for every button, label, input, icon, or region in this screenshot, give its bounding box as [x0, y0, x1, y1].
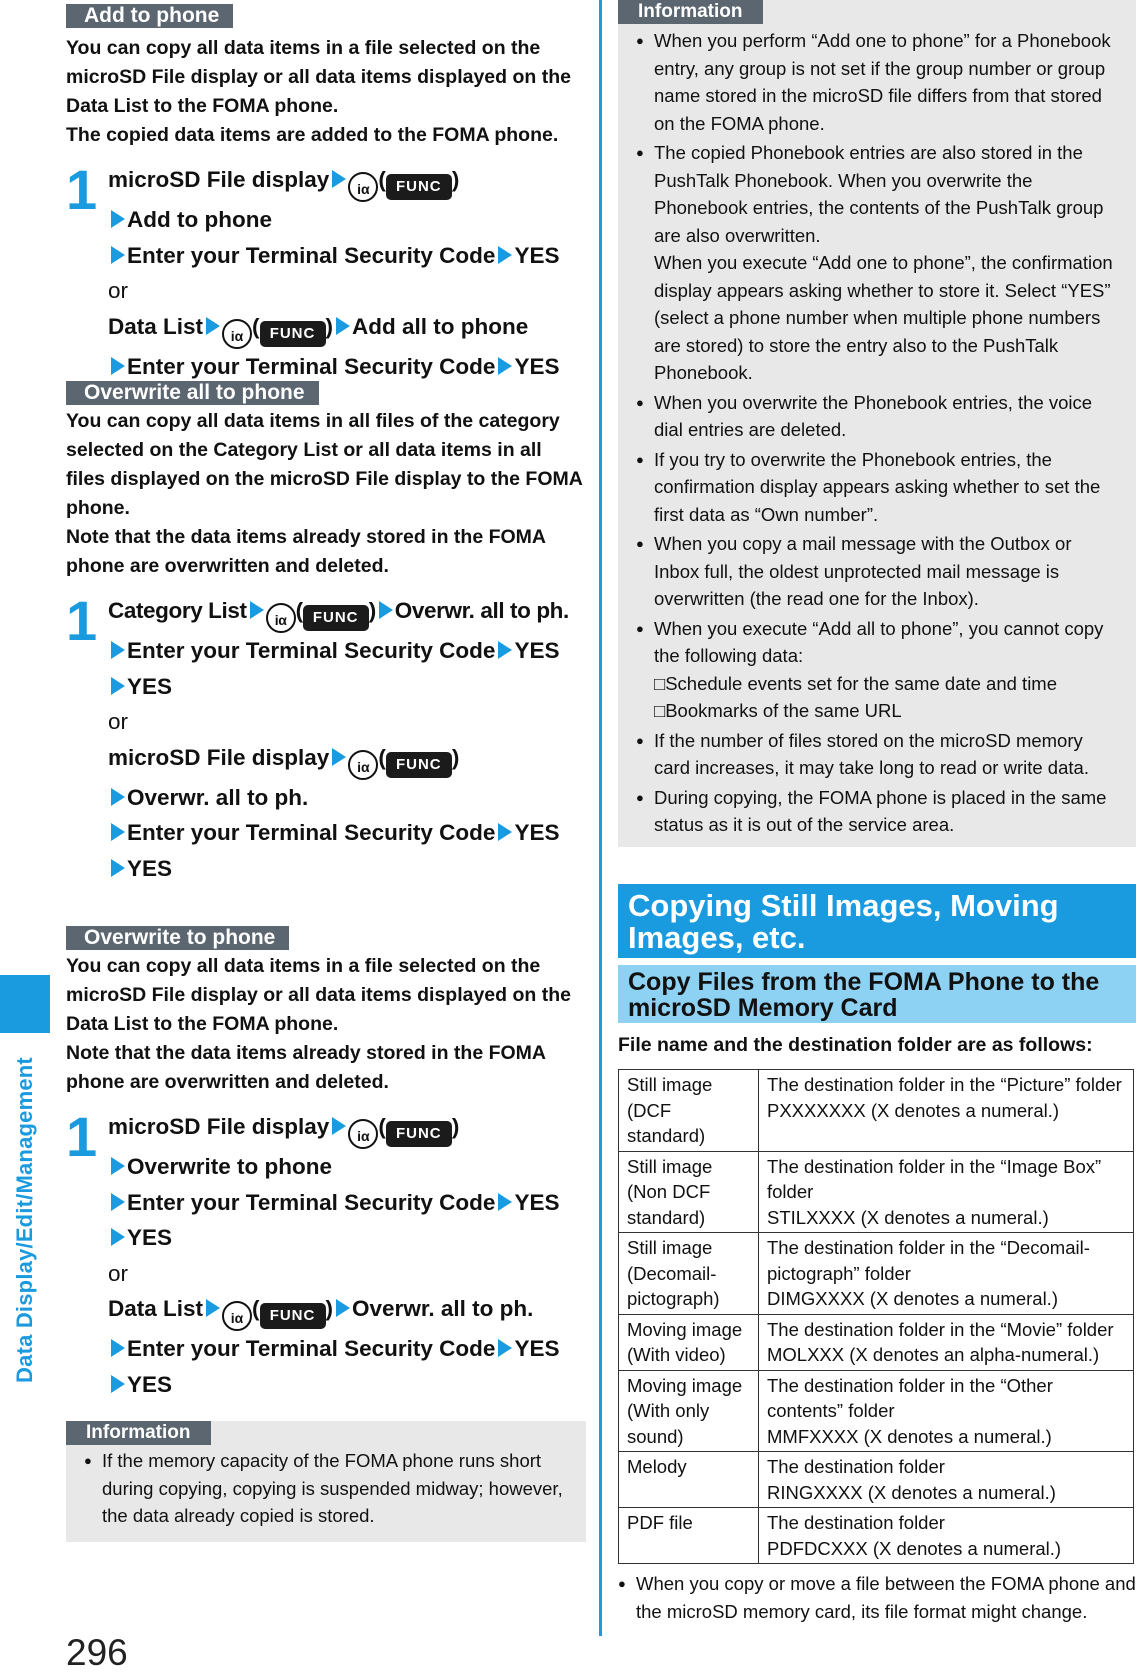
footnote: ● When you copy or move a file between the FOMA phone and the microSD memory card, its file format might change. — [618, 1570, 1136, 1625]
section-description: You can copy all data items in a file selected on the microSD File display or all data items displayed on the Data List to the FOMA phone. The copied data items are added to the FOMA phone. — [66, 37, 571, 146]
func-key-icon: FUNC — [303, 605, 369, 631]
arrow-icon — [498, 823, 512, 841]
arrow-icon — [206, 1299, 220, 1317]
step-number: 1 — [66, 589, 98, 652]
arrow-icon — [498, 357, 512, 375]
arrow-icon — [250, 601, 264, 619]
column-divider — [599, 0, 602, 1636]
step-1: 1 microSD File display iα ( FUNC ) Add to phone Enter your Terminal Security Code YES or Data List iα ( FUNC ) Add all to phone Enter your Terminal Security Code YES — [66, 158, 560, 379]
arrow-icon — [111, 677, 125, 695]
table-row: Still image (DCF standard) The destination folder in the “Picture” folder PXXXXXXX (X denotes a numeral.) — [619, 1070, 1134, 1152]
step-1: 1 microSD File display iα ( FUNC ) Overwrite to phone Enter your Terminal Security Code YES YES or Data List iα ( FUNC ) Overwr. all to ph. Enter your Terminal Security Code YES YES — [66, 1105, 560, 1397]
table-row: Moving image (With only sound) The destination folder in the “Other contents” folder MMFXXXX (X denotes a numeral.) — [619, 1370, 1134, 1452]
table-row: Still image (Decomail- pictograph) The destination folder in the “Decomail- pictograph” folder DIMGXXXX (X denotes a numeral.) — [619, 1233, 1134, 1315]
table-intro: File name and the destination folder are as follows: — [618, 1034, 1093, 1056]
i-mode-key-icon: iα — [222, 319, 252, 349]
copy-section — [618, 884, 1136, 1625]
section-description: You can copy all data items in all files of the category selected on the Category List or all data items in all files displayed on the microSD File display to the FOMA phone. Note that the data items already stored in the FOMA phone are overwritten and deleted. — [66, 410, 583, 577]
table-row: Still image (Non DCF standard) The destination folder in the “Image Box” folder STILXXXX (X denotes a numeral.) — [619, 1151, 1134, 1233]
arrow-icon — [111, 1375, 125, 1393]
i-mode-key-icon: iα — [348, 1119, 378, 1149]
arrow-icon — [332, 170, 346, 188]
func-key-icon: FUNC — [386, 752, 452, 778]
side-tab-marker — [0, 975, 50, 1033]
arrow-icon — [336, 1299, 350, 1317]
arrow-icon — [332, 1117, 346, 1135]
info-bullet: ● When you perform “Add one to phone” for a Phonebook entry, any group is not set if the group number or group name stored in the microSD file differs from that stored on the FOMA phone. — [636, 27, 1120, 137]
arrow-icon — [111, 1228, 125, 1246]
arrow-icon — [111, 823, 125, 841]
table-row: PDF file The destination folder PDFDCXXX (X denotes a numeral.) — [619, 1508, 1134, 1564]
info-label: Information — [618, 0, 763, 24]
arrow-icon — [336, 317, 350, 335]
i-mode-key-icon: iα — [348, 172, 378, 202]
section-add-to-phone — [66, 4, 586, 384]
info-bullet: ● When you execute “Add all to phone”, you cannot copy the following data: □Schedule events set for the same date and time □Bookmarks of the same URL — [636, 615, 1120, 725]
arrow-icon — [498, 1193, 512, 1211]
arrow-icon — [111, 859, 125, 877]
step-1: 1 Category List iα ( FUNC ) Overwr. all to ph. Enter your Terminal Security Code YES YES or microSD File display iα ( FUNC ) Overwr. all to ph. Enter your Terminal Security Code YES YES — [66, 589, 569, 881]
i-mode-key-icon: iα — [266, 603, 296, 633]
arrow-icon — [111, 357, 125, 375]
arrow-icon — [111, 641, 125, 659]
arrow-icon — [498, 1339, 512, 1357]
info-bullet: ● If the memory capacity of the FOMA phone runs short during copying, copying is suspended midway; however, the data already copied is stored. — [84, 1447, 570, 1530]
section-overwrite-all-to-phone — [66, 381, 586, 886]
info-label: Information — [66, 1421, 211, 1445]
func-key-icon: FUNC — [260, 321, 326, 347]
destination-table — [618, 1069, 1134, 1564]
func-key-icon: FUNC — [386, 1121, 452, 1147]
i-mode-key-icon: iα — [348, 750, 378, 780]
arrow-icon — [206, 317, 220, 335]
section-heading: Add to phone — [66, 4, 233, 28]
arrow-icon — [498, 641, 512, 659]
info-box-left — [66, 1421, 586, 1542]
func-key-icon: FUNC — [386, 174, 452, 200]
page-number: 296 — [66, 1632, 128, 1673]
info-bullet: ● If you try to overwrite the Phonebook entries, the confirmation display appears asking whether to set the first data as “Own number”. — [636, 446, 1120, 529]
info-bullet: ● When you overwrite the Phonebook entries, the voice dial entries are deleted. — [636, 389, 1120, 444]
info-bullet: ● During copying, the FOMA phone is placed in the same status as it is out of the service area. — [636, 784, 1120, 839]
arrow-icon — [332, 748, 346, 766]
info-bullet: ● When you copy a mail message with the Outbox or Inbox full, the oldest unprotected mail message is overwritten (the read one for the Inbox). — [636, 530, 1120, 613]
step-number: 1 — [66, 1105, 98, 1168]
table-row: Melody The destination folder RINGXXXX (X denotes a numeral.) — [619, 1452, 1134, 1508]
sub-heading: Copy Files from the FOMA Phone to the microSD Memory Card — [618, 965, 1136, 1023]
i-mode-key-icon: iα — [222, 1301, 252, 1331]
info-bullet: ● If the number of files stored on the microSD memory card increases, it may take long to read or write data. — [636, 727, 1120, 782]
info-bullet: ● The copied Phonebook entries are also stored in the PushTalk Phonebook. When you overwrite the Phonebook entries, the contents of the PushTalk group are also overwritten. When you execute “Add one to phone”, the confirmation display appears asking whether to store it. Select “YES” (select a phone number when multiple phone numbers are stored) to store the entry also to the PushTalk Phonebook. — [636, 139, 1120, 387]
big-heading: Copying Still Images, Moving Images, etc. — [618, 884, 1136, 958]
arrow-icon — [111, 1193, 125, 1211]
arrow-icon — [111, 1157, 125, 1175]
arrow-icon — [111, 1339, 125, 1357]
arrow-icon — [498, 246, 512, 264]
arrow-icon — [111, 210, 125, 228]
section-heading: Overwrite all to phone — [66, 381, 319, 405]
side-tab-label: Data Display/Edit/Management — [12, 1057, 37, 1383]
section-heading: Overwrite to phone — [66, 926, 289, 950]
table-row: Moving image (With video) The destination folder in the “Movie” folder MOLXXX (X denotes an alpha-numeral.) — [619, 1314, 1134, 1370]
arrow-icon — [111, 788, 125, 806]
func-key-icon: FUNC — [260, 1303, 326, 1329]
arrow-icon — [111, 246, 125, 264]
section-overwrite-to-phone — [66, 926, 586, 1402]
section-description: You can copy all data items in a file selected on the microSD File display or all data items displayed on the Data List to the FOMA phone. Note that the data items already stored in the FOMA phone are overwritten and deleted. — [66, 955, 571, 1093]
info-box-right — [618, 0, 1136, 847]
arrow-icon — [379, 601, 393, 619]
step-number: 1 — [66, 158, 98, 221]
